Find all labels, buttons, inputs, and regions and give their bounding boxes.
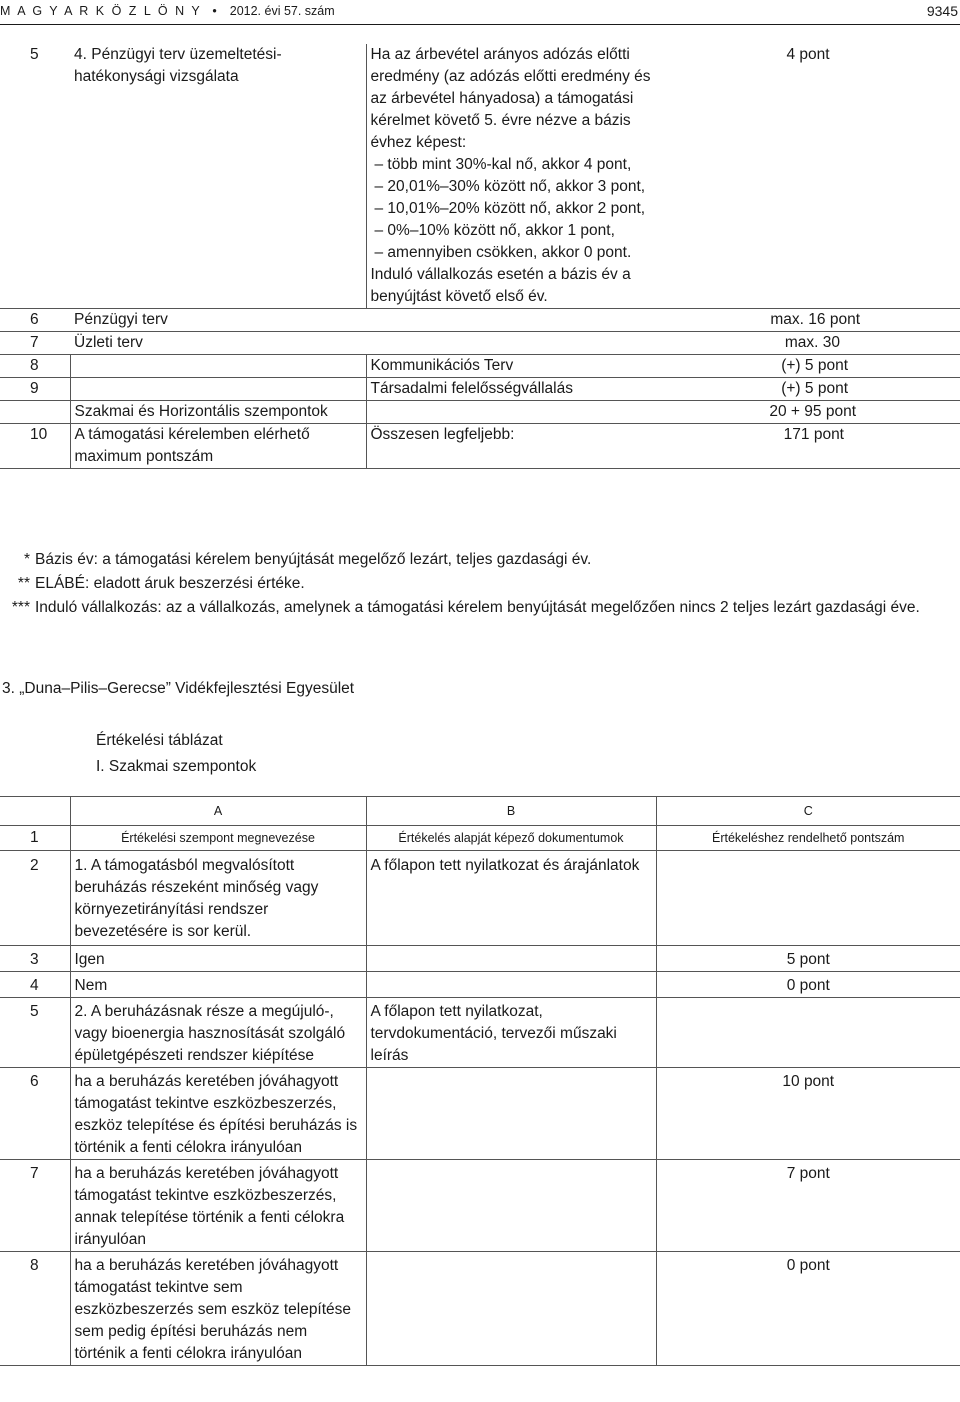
criterion-name: Pénzügyi terv: [70, 309, 656, 332]
criterion-description: Társadalmi felelősségvállalás: [366, 378, 656, 401]
bullet-item: – 20,01%–30% között nő, akkor 3 pont,: [374, 178, 646, 195]
document-basis: [366, 972, 656, 998]
document-basis: [366, 1160, 656, 1252]
criterion-description: Kommunikációs Terv: [366, 355, 656, 378]
table-row: [0, 998, 960, 1068]
criterion-name: 1. A támogatásból megvalósított beruházás részeként minőség vagy környezetirányítási rendszer bevezetésére is sor kerül.: [70, 851, 366, 946]
criterion-name: Szakmai és Horizontális szempontok: [70, 401, 366, 424]
table-row: [0, 1068, 960, 1160]
table-row: [0, 355, 960, 378]
table-row: [0, 1160, 960, 1252]
footnote-marker: ***: [11, 599, 30, 616]
column-letter: C: [656, 797, 960, 826]
row-number: [0, 401, 70, 424]
row-number: 7: [0, 1160, 70, 1252]
document-basis: [366, 946, 656, 972]
points-cell: max. 30: [656, 332, 960, 355]
column-letters-row: [0, 797, 960, 826]
footnote-marker: *: [23, 551, 30, 568]
criterion-name: Üzleti terv: [70, 332, 656, 355]
row-number: 10: [0, 424, 70, 469]
criterion-description: Összesen legfeljebb:: [366, 424, 656, 469]
row-number: 5: [0, 44, 70, 309]
column-header: Értékeléshez rendelhető pontszám: [656, 826, 960, 851]
points-cell: 0 pont: [656, 1252, 960, 1366]
table-row: [0, 851, 960, 946]
row-number: 8: [0, 1252, 70, 1366]
points-cell: (+) 5 pont: [656, 378, 960, 401]
page-number: 9345: [926, 3, 958, 19]
bullet-item: – 10,01%–20% között nő, akkor 2 pont,: [374, 200, 646, 217]
row-number: 2: [0, 851, 70, 946]
table-row: [0, 972, 960, 998]
footnote-text: Bázis év: a támogatási kérelem benyújtását megelőző lezárt, teljes gazdasági év.: [35, 551, 592, 568]
row-number: 5: [0, 998, 70, 1068]
column-header-row: [0, 826, 960, 851]
scoring-table-continued: [0, 44, 960, 469]
points-cell: 5 pont: [656, 946, 960, 972]
journal-title: M A G Y A R K Ö Z L Ö N Y • 2012. évi 57. szám: [0, 4, 335, 18]
bullet-item: – amennyiben csökken, akkor 0 pont.: [374, 244, 632, 261]
table-title: Értékelési táblázat: [96, 732, 223, 749]
footnote: [0, 572, 960, 596]
row-number: 4: [0, 972, 70, 998]
criterion-name: ha a beruházás keretében jóváhagyott támogatást tekintve eszközbeszerzés, eszköz telepítése és építési beruházás is történik a fenti célokra irányulóan: [70, 1068, 366, 1160]
document-basis: [366, 1068, 656, 1160]
points-cell: 4 pont: [656, 44, 960, 309]
points-cell: max. 16 pont: [656, 309, 960, 332]
criterion-outro: Induló vállalkozás esetén a bázis év a benyújtást követő első év.: [370, 266, 631, 305]
points-cell: 0 pont: [656, 972, 960, 998]
evaluation-table: [0, 796, 960, 1366]
document-basis: A főlapon tett nyilatkozat, tervdokumentáció, tervezői műszaki leírás: [366, 998, 656, 1068]
points-cell: 10 pont: [656, 1068, 960, 1160]
empty-cell: [70, 355, 366, 378]
bullet-item: – több mint 30%-kal nő, akkor 4 pont,: [374, 156, 632, 173]
points-cell: 20 + 95 pont: [656, 401, 960, 424]
table-row: [0, 44, 960, 309]
table-row: [0, 332, 960, 355]
row-number: 6: [0, 1068, 70, 1160]
criterion-name: ha a beruházás keretében jóváhagyott támogatást tekintve sem eszközbeszerzés sem eszköz telepítése sem pedig építési beruházás nem történik a fenti célokra irányulóan: [70, 1252, 366, 1366]
column-letter: B: [366, 797, 656, 826]
footnote: [0, 548, 960, 572]
empty-cell: [0, 797, 70, 826]
row-number: 7: [0, 332, 70, 355]
empty-cell: [70, 378, 366, 401]
points-cell: 7 pont: [656, 1160, 960, 1252]
points-cell: (+) 5 pont: [656, 355, 960, 378]
row-number: 9: [0, 378, 70, 401]
criterion-name: 4. Pénzügyi terv üzemeltetési-hatékonysági vizsgálata: [70, 44, 366, 309]
footnotes: [0, 548, 960, 620]
table-row: [0, 424, 960, 469]
points-cell: 171 pont: [656, 424, 960, 469]
column-letter: A: [70, 797, 366, 826]
criterion-name: A támogatási kérelemben elérhető maximum pontszám: [70, 424, 366, 469]
footnote-text: Induló vállalkozás: az a vállalkozás, amelynek a támogatási kérelem benyújtását megelőzően nincs 2 teljes lezárt gazdasági éve.: [35, 599, 920, 616]
row-number: 3: [0, 946, 70, 972]
issue-date: 2012. évi 57. szám: [229, 4, 335, 18]
empty-cell: [366, 401, 656, 424]
column-header: Értékelés alapját képező dokumentumok: [366, 826, 656, 851]
criterion-name: Igen: [70, 946, 366, 972]
header-divider: [0, 24, 960, 25]
document-basis: A főlapon tett nyilatkozat és árajánlatok: [366, 851, 656, 946]
footnote-marker: **: [17, 575, 30, 592]
criterion-intro: Ha az árbevétel arányos adózás előtti eredmény (az adózás előtti eredmény és az árbevétel hányadosa) a támogatási kérelmet követő 5. évre nézve a bázis évhez képest:: [370, 46, 651, 151]
table-row: [0, 946, 960, 972]
page-header: [0, 0, 960, 20]
table-subtitle: I. Szakmai szempontok: [96, 758, 257, 775]
document-basis: [366, 1252, 656, 1366]
criterion-name: Nem: [70, 972, 366, 998]
row-number: 8: [0, 355, 70, 378]
bullet-item: – 0%–10% között nő, akkor 1 pont,: [374, 222, 615, 239]
row-number: 1: [0, 826, 70, 851]
table-row: [0, 378, 960, 401]
criterion-name: 2. A beruházásnak része a megújuló-, vagy bioenergia hasznosítását szolgáló épületgépészeti rendszer kiépítése: [70, 998, 366, 1068]
table-row: [0, 309, 960, 332]
row-number: 6: [0, 309, 70, 332]
column-header: Értékelési szempont megnevezése: [70, 826, 366, 851]
table-row: [0, 401, 960, 424]
table-row: [0, 1252, 960, 1366]
criterion-name: ha a beruházás keretében jóváhagyott támogatást tekintve eszközbeszerzés, annak telepítése történik a fenti célokra irányulóan: [70, 1160, 366, 1252]
footnote: [0, 596, 960, 620]
footnote-text: ELÁBÉ: eladott áruk beszerzési értéke.: [35, 575, 305, 592]
points-cell: [656, 998, 960, 1068]
points-cell: [656, 851, 960, 946]
section-title: 3. „Duna–Pilis–Gerecse” Vidékfejlesztési Egyesület: [2, 680, 355, 697]
journal-name: M A G Y A R K Ö Z L Ö N Y: [0, 4, 202, 18]
criterion-description: [366, 44, 656, 309]
